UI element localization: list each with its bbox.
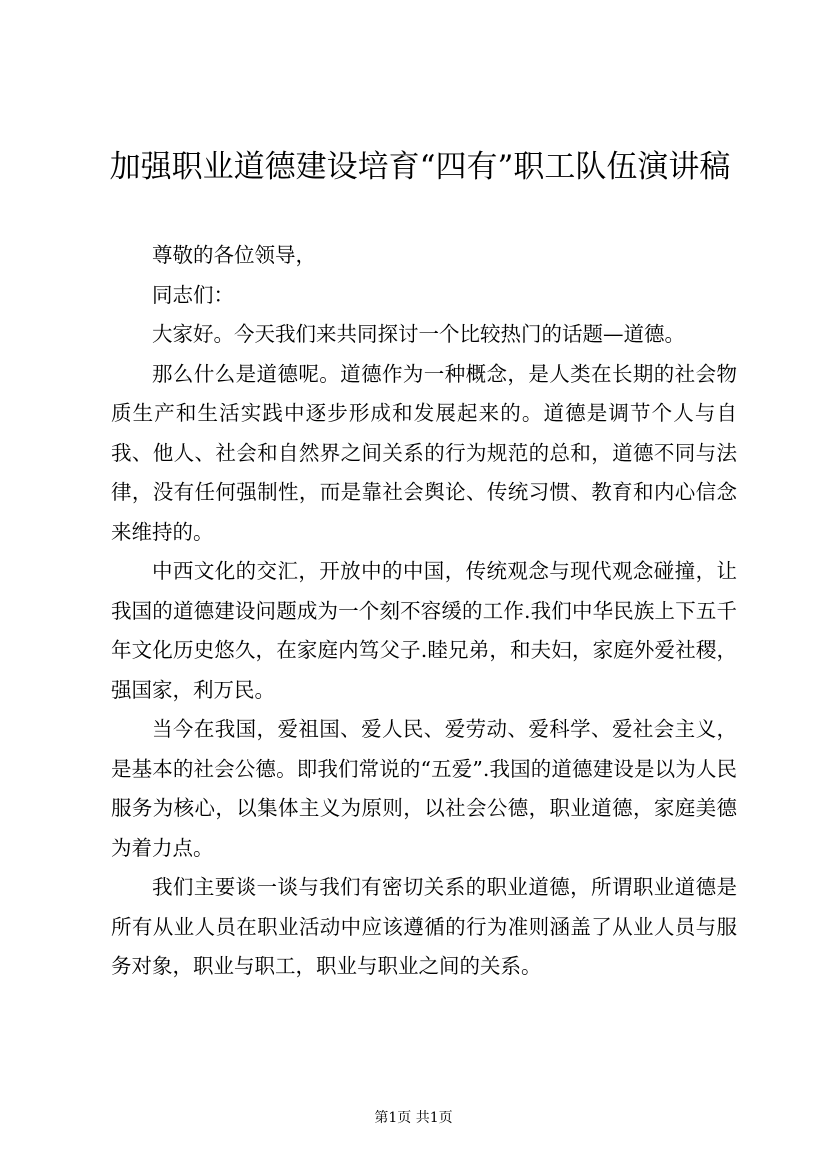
page-number-footer: 第1页 共1页 xyxy=(374,1110,453,1126)
paragraph-professional-ethics: 我们主要谈一谈与我们有密切关系的职业道德，所谓职业道德是所有从业人员在职业活动中应该遵循的行为准则涵盖了从业人员与服务对象，职业与职工，职业与职业之间的关系。 xyxy=(111,875,737,978)
paragraph-five-loves: 当今在我国，爱祖国、爱人民、爱劳动、爱科学、爱社会主义，是基本的社会公德。即我们常说的“五爱”.我国的道德建设是以为人民服务为核心，以集体主义为原则，以社会公德，职业道德，家庭美德为着力点。 xyxy=(111,717,737,860)
document-body xyxy=(111,236,737,987)
paragraph-greeting: 同志们： xyxy=(152,282,234,307)
paragraph-definition: 那么什么是道德呢。道德作为一种概念，是人类在长期的社会物质生产和生活实践中逐步形成和发展起来的。道德是调节个人与自我、他人、社会和自然界之间关系的行为规范的总和，道德不同与法律，没有任何强制性，而是靠社会舆论、传统习惯、教育和内心信念来维持的。 xyxy=(111,361,737,544)
paragraph-culture: 中西文化的交汇，开放中的中国，传统观念与现代观念碰撞，让我国的道德建设问题成为一个刻不容缓的工作.我们中华民族上下五千年文化历史悠久，在家庭内笃父子.睦兄弟，和夫妇，家庭外爱社稷，强国家，利万民。 xyxy=(111,559,737,702)
paragraph-opening: 大家好。今天我们来共同探讨一个比较热门的话题—道德。 xyxy=(152,322,685,346)
document-title: 加强职业道德建设培育“四有”职工队伍演讲稿 xyxy=(109,149,731,185)
paragraph-salutation: 尊敬的各位领导， xyxy=(152,243,316,267)
